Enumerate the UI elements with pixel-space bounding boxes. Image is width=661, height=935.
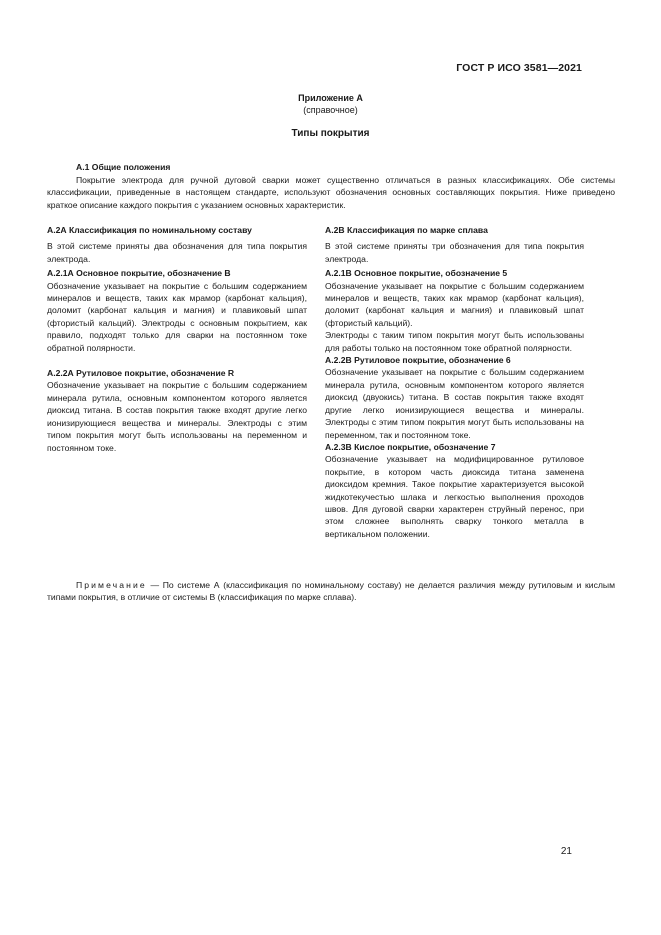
- right-s2-heading: А.2.2В Рутиловое покрытие, обозначение 6: [325, 355, 511, 366]
- section-a1-heading: А.1 Общие положения: [76, 162, 171, 172]
- left-column-intro: В этой системе приняты два обозначения для типа покрытия электрода.: [47, 241, 307, 264]
- note-label: Примечание: [76, 580, 147, 590]
- section-a1-text: Покрытие электрода для ручной дуговой сварки может существенно отличаться в разных классификациях. Обе системы классификации, приведенные в настоящем стандарте, используют обозначения основных составляющих покрытия. Ниже приведено краткое описание каждого покрытия с указанием основных характеристик.: [47, 175, 615, 210]
- right-s1-text: Обозначение указывает на покрытие с большим содержанием минералов и веществ, таких как мрамор (карбонат кальция), доломит (карбонат кальция и магния) и плавиковый шпат (фтористый кальций).: [325, 280, 584, 328]
- right-s3-heading: А.2.3В Кислое покрытие, обозначение 7: [325, 441, 496, 452]
- right-column-intro: В этой системе приняты три обозначения для типа покрытия электрода.: [325, 241, 584, 264]
- left-column-heading: А.2А Классификация по номинальному составу: [47, 225, 252, 235]
- note: [47, 579, 615, 604]
- right-s1-heading: А.2.1В Основное покрытие, обозначение 5: [325, 268, 508, 279]
- note-text: — По системе А (классификация по номинальному составу) не делается различия между рутиловым и кислым типами покрытия, в отличие от системы В (классификация по марке сплава).: [47, 580, 615, 603]
- left-s2-heading: А.2.2А Рутиловое покрытие, обозначение R: [47, 368, 235, 379]
- right-s1-text-2: Электроды с таким типом покрытия могут быть использованы для работы только на постоянном токе обратной полярности.: [325, 330, 584, 353]
- right-column: [325, 224, 584, 540]
- section-title: Типы покрытия: [291, 128, 370, 139]
- page-number: 21: [560, 846, 572, 857]
- annex-type: (справочное): [303, 105, 358, 115]
- document-header: ГОСТ Р ИСО 3581—2021: [456, 62, 582, 74]
- annex-title: Приложение А: [298, 93, 363, 103]
- left-s1-heading: А.2.1А Основное покрытие, обозначение В: [47, 268, 231, 279]
- left-column: [47, 224, 307, 454]
- right-column-heading: А.2В Классификация по марке сплава: [325, 225, 488, 235]
- right-s2-text: Обозначение указывает на покрытие с большим содержанием минерала рутила, основным компонентом которого является диоксид (двуокись) титана. В состав покрытия также входят другие легко ионизирующиеся вещества и минералы. Электроды с этим типом покрытия могут быть использованы на переменном, так и постоянном токе.: [325, 367, 584, 440]
- left-s1-text: Обозначение указывает на покрытие с большим содержанием минералов и веществ, таких как мрамор (карбонат кальция), доломит (карбонат кальция и магния) и плавиковый шпат (фтористый кальций). Электроды с основным покрытием, как правило, подходят только для сварки на постоянном токе обратной полярности.: [47, 280, 307, 353]
- left-s2-text: Обозначение указывает на покрытие с большим содержанием минерала рутила, основным компонентом которого является диоксид титана. В состав покрытия также входят другие легко ионизирующиеся вещества и минералы. Электроды с этим типом покрытия могут быть использованы на переменном и постоянном токе.: [47, 380, 307, 453]
- right-s3-text: Обозначение указывает на модифицированное рутиловое покрытие, в котором часть диоксида титана заменена диоксидом кремния. Такое покрытие характеризуется высокой жидкотекучестью шлака и легкостью выполнения проходов швов. Для дуговой сварки характерен струйный перенос, при этом сложнее выполнять сварку тонкого металла в вертикальном положении.: [325, 454, 584, 539]
